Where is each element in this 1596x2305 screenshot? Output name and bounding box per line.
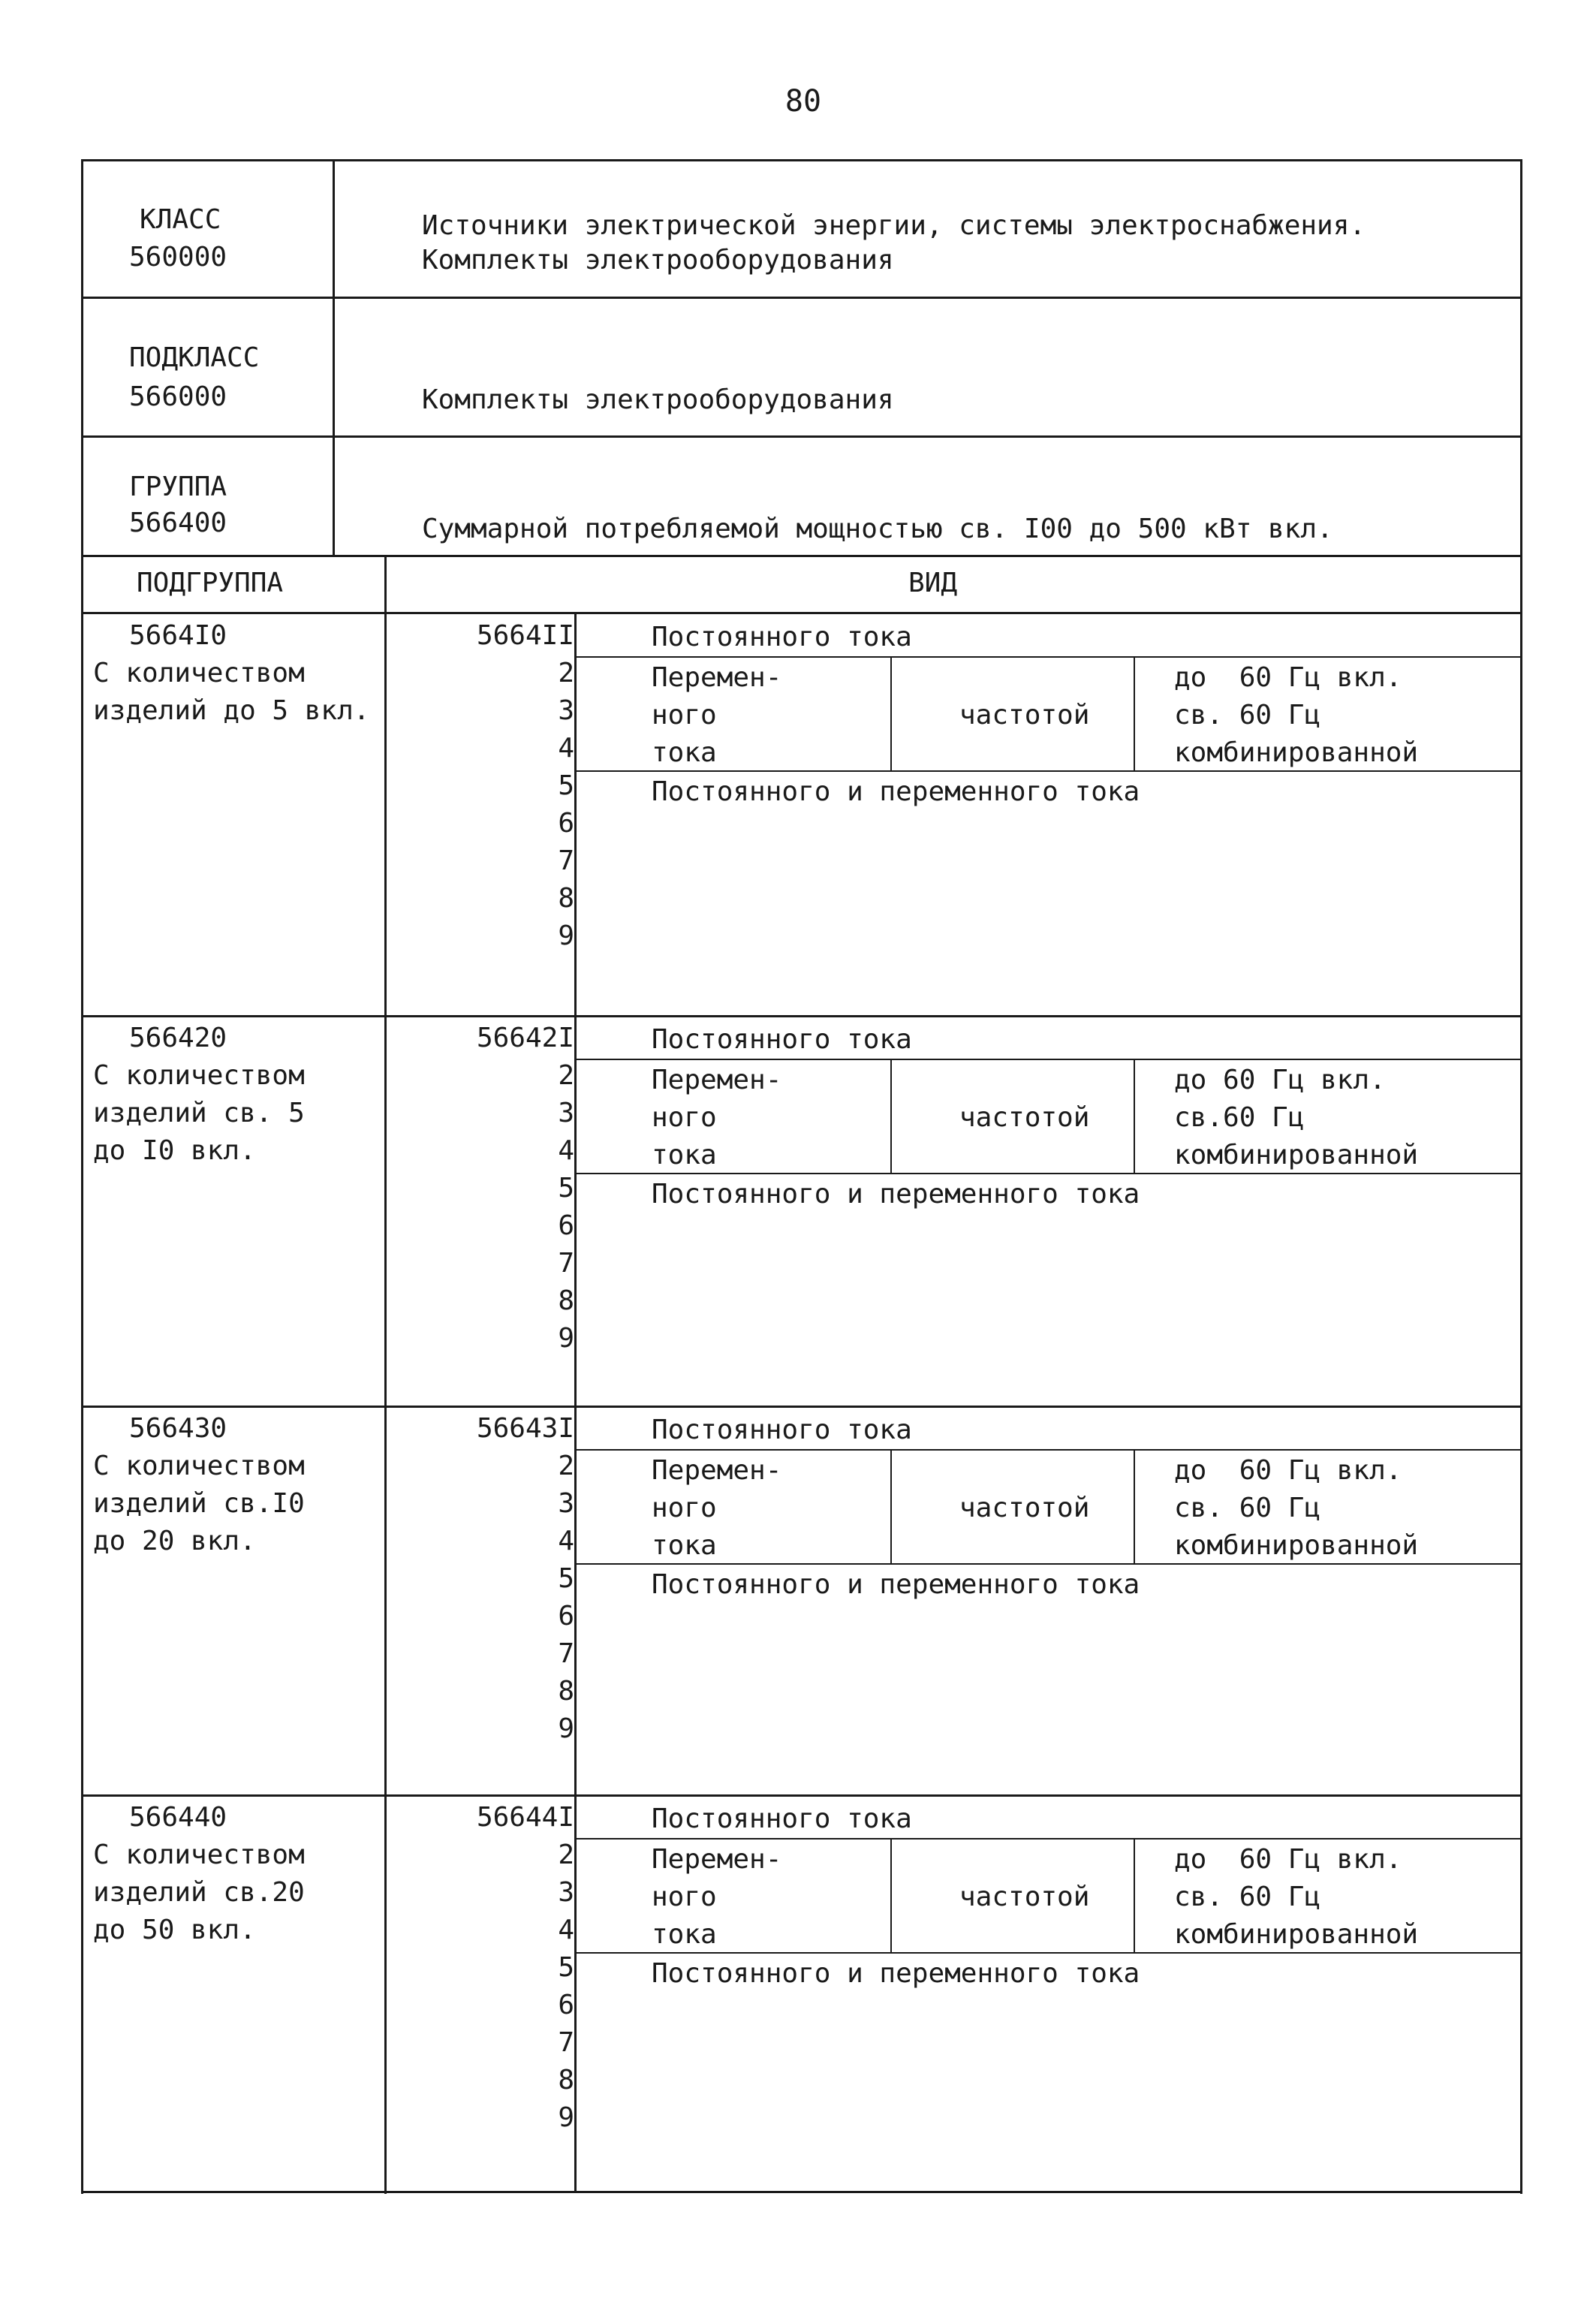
freq-option: св. 60 Гц [1174,1493,1321,1523]
table-bottom-border [81,2191,1522,2193]
subgroup-desc-line: С количеством [93,1451,305,1481]
header-row-line [81,435,1522,438]
gruppa-label: ГРУППА [129,472,227,502]
subgroup-desc-line: С количеством [93,1060,305,1091]
dc-row-line [574,1449,1520,1451]
vid-code-digit: 7 [558,1248,574,1279]
subgroup-desc-line: до I0 вкл. [93,1135,256,1166]
vid-code-digit: 6 [558,1990,574,2020]
subgroup-separator [81,1015,1522,1017]
podklass-desc: Комплекты электрооборудования [422,384,894,415]
ac-label: тока [652,1919,717,1950]
dc-label ul: Постоянного тока [652,1415,912,1445]
vid-code-digit: 9 [558,1713,574,1744]
ac-label: тока [652,737,717,768]
header-divider [333,159,335,557]
vid-code-digit: 3 [558,695,574,726]
subgroup-desc-line: до 50 вкл. [93,1915,256,1945]
vid-code-digit: 9 [558,1323,574,1354]
subgroup-desc-line: изделий св.20 [93,1877,305,1908]
ac-divider [890,656,892,770]
vid-code-digit: 8 [558,2065,574,2096]
freq-option: св. 60 Гц [1174,700,1321,731]
freq-option: комбинированной [1174,1530,1419,1561]
vid-code-digit: 7 [558,1638,574,1669]
vid-code-digit: 9 [558,2102,574,2133]
ac-divider [890,1059,892,1173]
subgroup-code: 566420 [129,1023,227,1053]
code-column-line [574,1796,577,2191]
vid-code-digit: 5 [558,1563,574,1594]
vid-code-digit: 3 [558,1488,574,1519]
klass-code: 560000 [129,242,227,273]
ac-label: Перемен- [652,1844,782,1875]
subgroup-column-divider [384,557,387,2194]
subgroup-code: 566430 [129,1413,227,1444]
freq-option: до 60 Гц вкл. [1174,1065,1386,1095]
subgroup-desc-line: до 20 вкл. [93,1526,256,1556]
freq-divider [1134,1838,1135,1952]
ac-label: ного [652,1882,717,1912]
vid-code-digit: 4 [558,1135,574,1166]
vid-code-digit: 6 [558,1210,574,1241]
vid-code-digit: 5 [558,770,574,801]
ac-divider [890,1838,892,1952]
vid-code: 56643I [476,1413,574,1444]
dc-label ul: Постоянного тока [652,622,912,652]
freq-label: частотой [959,1493,1090,1523]
vid-code-digit: 9 [558,920,574,951]
subgroup-code: 566440 [129,1802,227,1833]
vid-code-digit: 3 [558,1877,574,1908]
vid-code-digit: 5 [558,1173,574,1204]
ac-label: ного [652,1102,717,1133]
vid-code-digit: 8 [558,883,574,914]
klass-label: КЛАСС [140,204,221,235]
podklass-code: 566000 [129,381,227,412]
dc-row-line [574,1838,1520,1839]
ac-label: Перемен- [652,662,782,693]
ac-label: тока [652,1530,717,1561]
code-column-line [574,1017,577,1407]
column-header-vid: ВИД [908,568,958,598]
subgroup-desc-line: С количеством [93,1839,305,1870]
subgroup-desc-line: изделий до 5 вкл. [93,695,370,726]
subgroup-code: 5664I0 [129,620,227,651]
freq-option: св. 60 Гц [1174,1882,1321,1912]
mixed-label: Постоянного и переменного тока [652,1179,1140,1210]
vid-code-digit: 2 [558,1839,574,1870]
vid-code-digit: 6 [558,1601,574,1632]
ac-label: ного [652,1493,717,1523]
freq-label: частотой [959,700,1090,731]
vid-code: 5664II [476,620,574,651]
freq-option: до 60 Гц вкл. [1174,662,1402,693]
vid-code-digit: 7 [558,2027,574,2058]
vid-code-digit: 4 [558,1915,574,1945]
vid-code-digit: 4 [558,733,574,764]
freq-divider [1134,656,1135,770]
ac-divider [890,1449,892,1563]
freq-label: частотой [959,1102,1090,1133]
vid-code-digit: 2 [558,1451,574,1481]
freq-option: комбинированной [1174,1919,1419,1950]
dc-row-line [574,1059,1520,1060]
dc-label ul: Постоянного тока [652,1803,912,1834]
vid-code-digit: 4 [558,1526,574,1556]
ac-label: Перемен- [652,1065,782,1095]
mixed-label: Постоянного и переменного тока [652,776,1140,807]
freq-divider [1134,1449,1135,1563]
ac-label: ного [652,700,717,731]
freq-option: до 60 Гц вкл. [1174,1455,1402,1486]
freq-option: до 60 Гц вкл. [1174,1844,1402,1875]
vid-code-digit: 2 [558,658,574,688]
code-column-line [574,1407,577,1796]
vid-code-digit: 2 [558,1060,574,1091]
freq-option: комбинированной [1174,1140,1419,1171]
vid-code-digit: 6 [558,808,574,839]
freq-label: частотой [959,1882,1090,1912]
freq-option: св.60 Гц [1174,1102,1305,1133]
header-row-line [81,297,1522,299]
freq-option: комбинированной [1174,737,1419,768]
dc-label ul: Постоянного тока [652,1024,912,1055]
code-column-line [574,614,577,1017]
page-number: 80 [784,84,822,119]
klass-desc-line1: Источники электрической энергии, системы электроснабжения. [422,210,1366,241]
mixed-label: Постоянного и переменного тока [652,1569,1140,1600]
vid-code: 56644I [476,1802,574,1833]
vid-code: 56642I [476,1023,574,1053]
subgroup-desc-line: изделий св.I0 [93,1488,305,1519]
subgroup-separator [81,1794,1522,1797]
gruppa-code: 566400 [129,508,227,538]
gruppa-desc: Суммарной потребляемой мощностью св. I00 до 500 кВт вкл. [422,514,1333,544]
subgroup-desc-line: С количеством [93,658,305,688]
column-header-bottom [81,612,1522,614]
subgroup-desc-line: изделий св. 5 [93,1098,305,1128]
freq-divider [1134,1059,1135,1173]
ac-label: тока [652,1140,717,1171]
vid-code-digit: 3 [558,1098,574,1128]
vid-code-digit: 8 [558,1676,574,1707]
dc-row-line [574,656,1520,658]
vid-code-digit: 8 [558,1285,574,1316]
column-header-subgroup: ПОДГРУППА [137,568,284,598]
table-right-border [1520,557,1522,2194]
mixed-label: Постоянного и переменного тока [652,1958,1140,1989]
subgroup-separator [81,1406,1522,1408]
vid-code-digit: 5 [558,1952,574,1983]
klass-desc-line2: Комплекты электрооборудования [422,245,894,276]
table-left-border [81,557,83,2194]
podklass-label: ПОДКЛАСС [129,342,260,373]
ac-label: Перемен- [652,1455,782,1486]
vid-code-digit: 7 [558,845,574,876]
